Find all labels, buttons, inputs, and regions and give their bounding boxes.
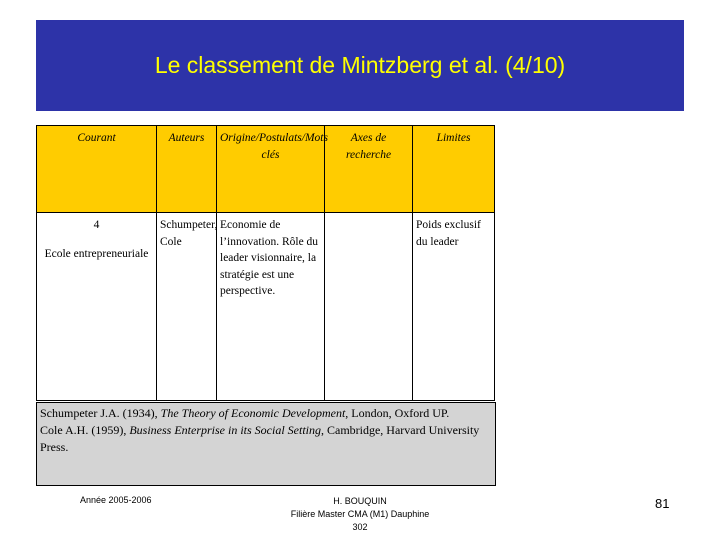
header-auteurs: Auteurs — [157, 126, 217, 213]
ref1-title: The Theory of Economic Development — [160, 406, 346, 420]
table-header-row — [37, 126, 495, 213]
classification-table — [36, 125, 495, 401]
reference-cole — [40, 422, 492, 456]
ref2-rest: , Cambridge, Harvard University Press. — [40, 423, 480, 454]
footer-code: 302 — [352, 522, 368, 532]
ref2-title: Business Enterprise in its Social Setting — [129, 423, 321, 437]
cell-auteurs: Schumpeter, Cole — [157, 213, 217, 401]
cell-courant — [37, 213, 157, 401]
references-box — [36, 402, 496, 486]
slide-title: Le classement de Mintzberg et al. (4/10) — [154, 52, 566, 78]
title-bar — [36, 20, 684, 111]
footer-program: Filière Master CMA (M1) Dauphine — [290, 509, 430, 519]
cell-axes — [325, 213, 413, 401]
cell-origine: Economie de l’innovation. Rôle du leader visionnaire, la stratégie est une perspective. — [217, 213, 325, 401]
cell-limites: Poids exclusif du leader — [413, 213, 495, 401]
row-number: 4 — [93, 219, 100, 231]
table-row — [37, 213, 495, 401]
ref2-author: Cole A.H. (1959), — [40, 423, 130, 437]
reference-schumpeter — [40, 405, 492, 422]
footer-author: H. BOUQUIN — [333, 496, 387, 506]
ref1-author: Schumpeter J.A. (1934), — [40, 406, 161, 420]
header-limites: Limites — [413, 126, 495, 213]
footer-year: Année 2005-2006 — [80, 495, 152, 505]
ref1-rest: , London, Oxford UP. — [345, 406, 450, 420]
header-axes: Axes de recherche — [325, 126, 413, 213]
header-courant: Courant — [37, 126, 157, 213]
footer-credits — [270, 495, 450, 534]
page-number: 81 — [655, 496, 670, 511]
header-origine: Origine/Postulats/Mots clés — [217, 126, 325, 213]
courant-name: Ecole entrepreneuriale — [44, 247, 149, 260]
